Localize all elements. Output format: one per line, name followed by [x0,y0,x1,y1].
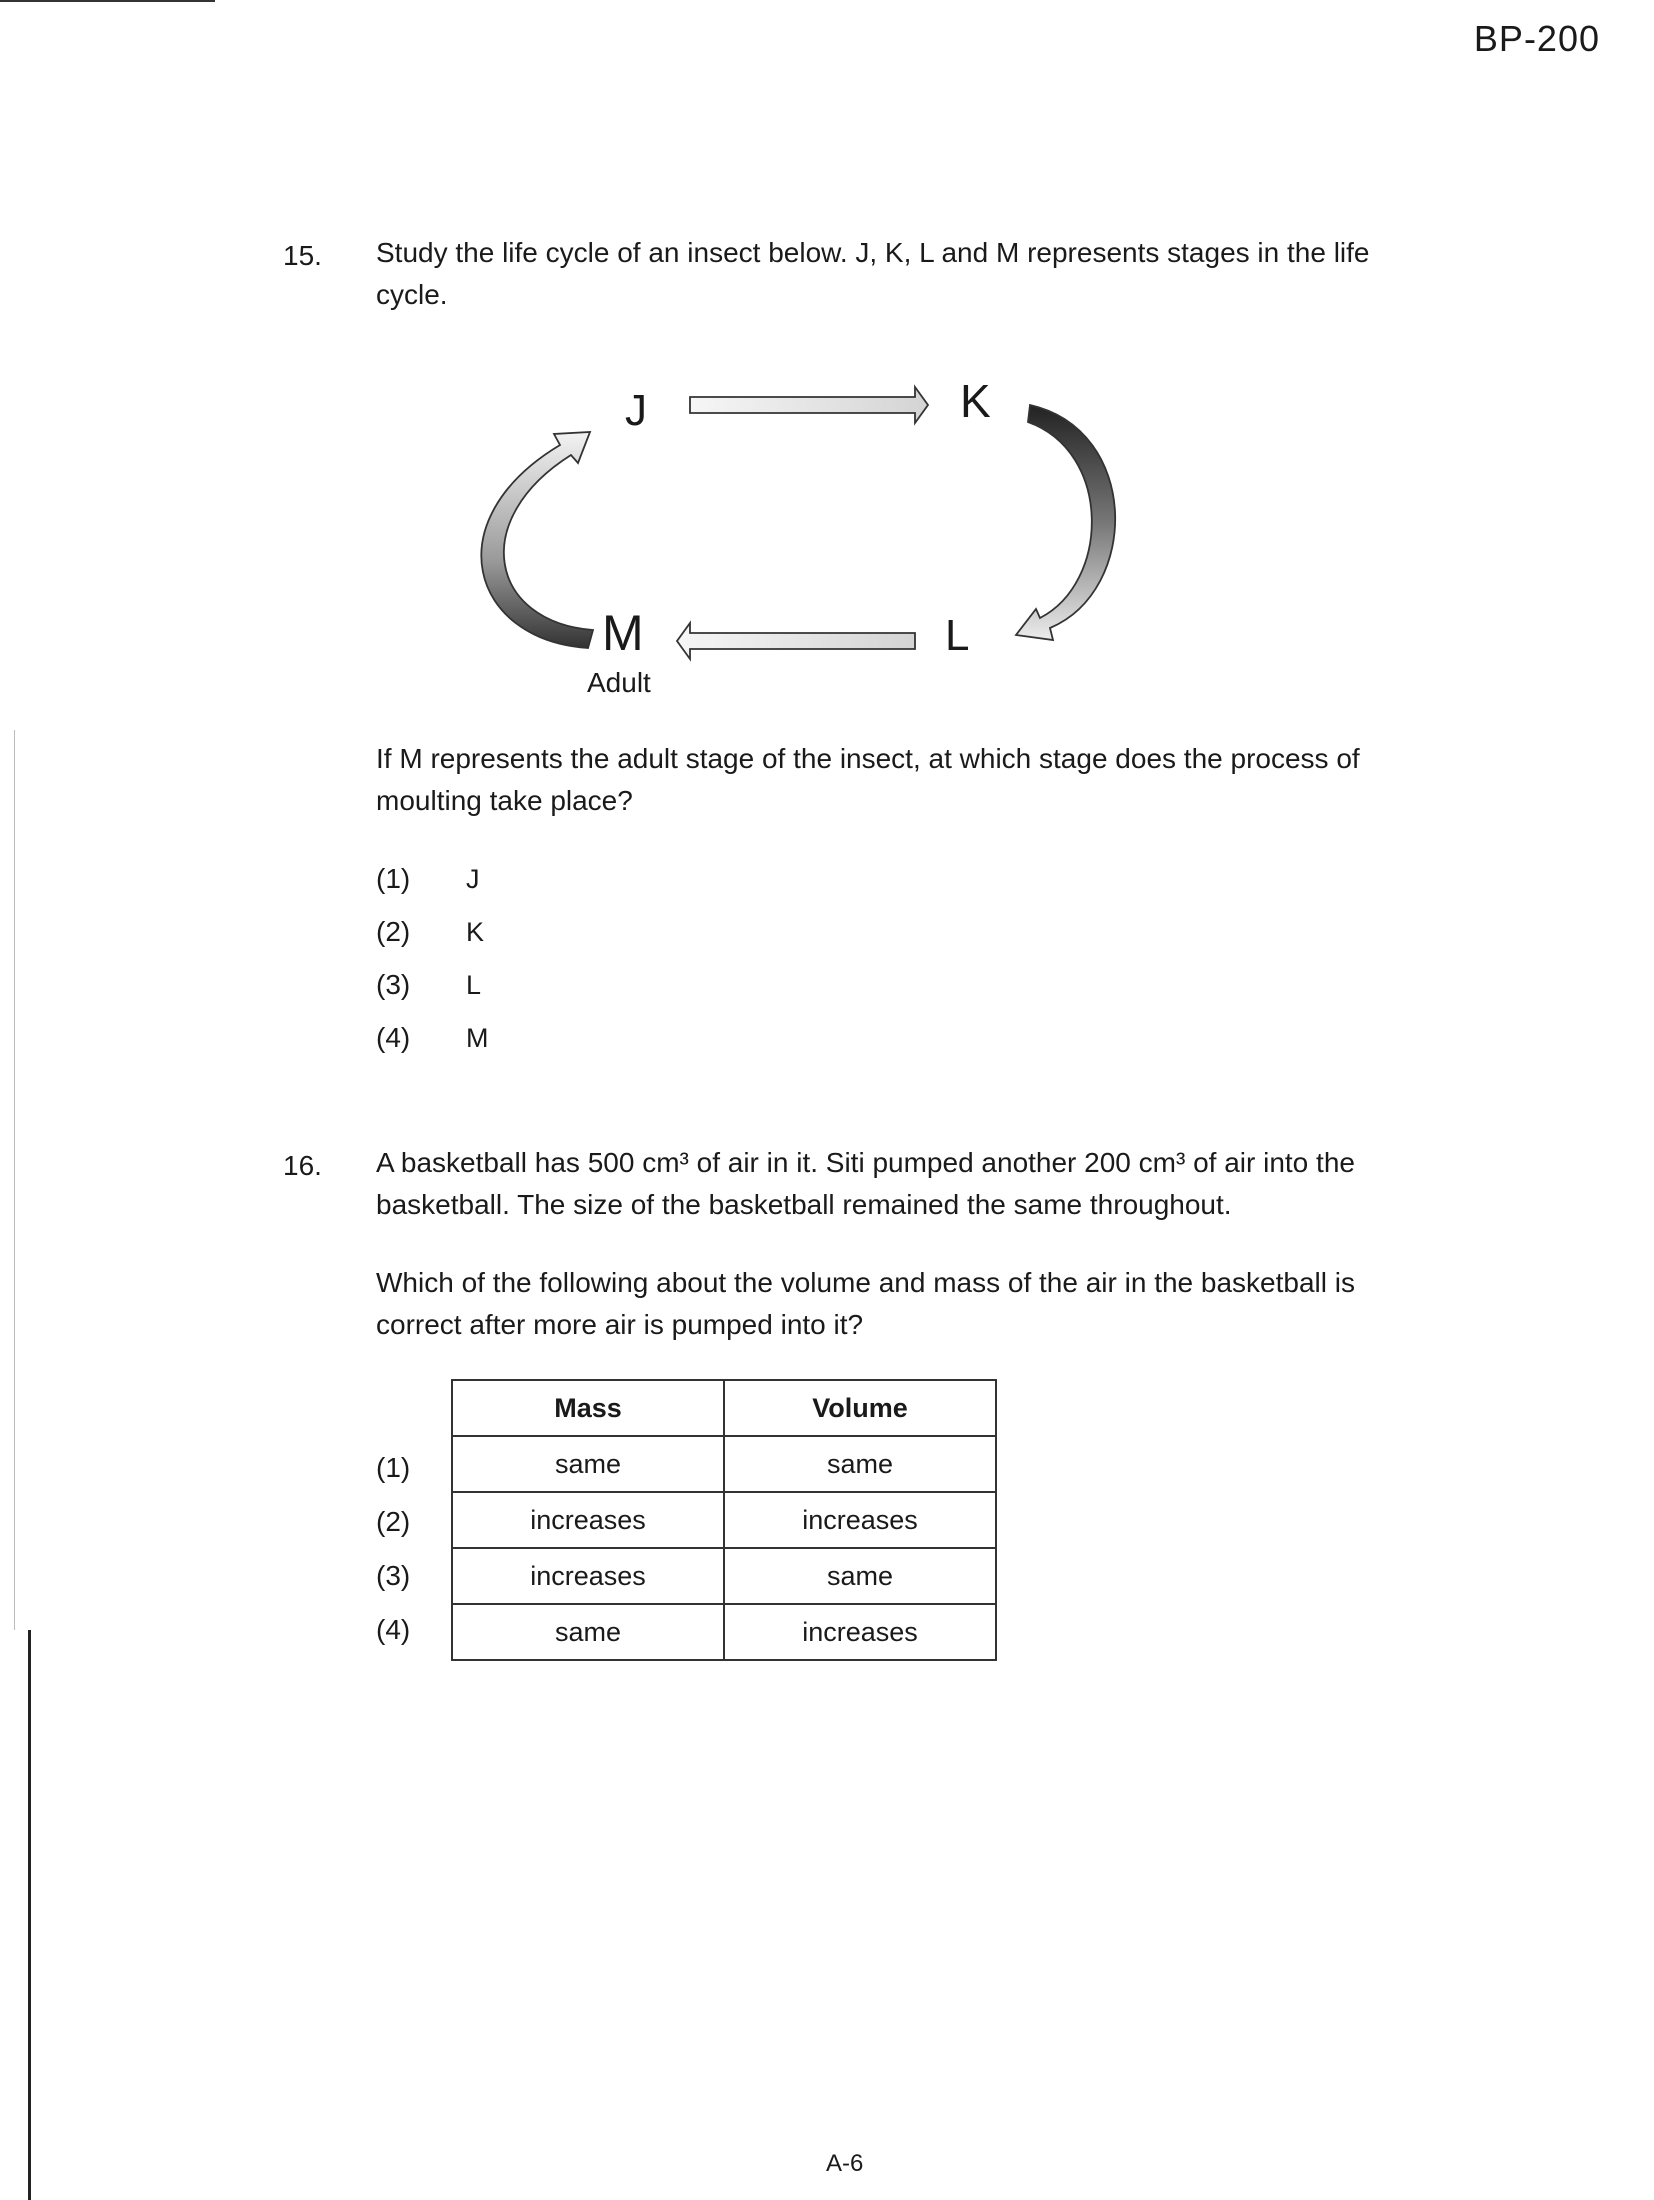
table-row [452,1492,996,1548]
stage-m-label: M [602,605,644,661]
paper-code: BP-200 [1473,18,1600,59]
q15-option-1-value: J [466,864,480,894]
q15-option-2-number: (2) [376,916,411,947]
q15-option-1-number: (1) [376,863,411,894]
left-edge-faint-line [14,730,15,1630]
q16-option-1-number: (1) [376,1452,411,1483]
q16-intro: A basketball has 500 cm³ of air in it. Siti pumped another 200 cm³ of air into the basketball. The size of the basketball remained the same throughout. [376,1147,1355,1220]
table-cell-volume: same [724,1548,996,1604]
q15-option-3-value: L [466,970,482,1000]
q16-option-3-number: (3) [376,1560,411,1591]
arrow-m-to-j [481,432,593,648]
table-cell-mass: increases [452,1492,724,1548]
table-row [452,1604,996,1660]
left-edge-line [28,1630,31,2200]
arrow-l-to-m [677,623,915,659]
stage-l-label: L [945,611,970,660]
q15-option-4-value: M [466,1023,489,1053]
arrow-k-to-l [1016,405,1115,640]
table-cell-volume: increases [724,1492,996,1548]
q15-option-2-value: K [466,917,485,947]
life-cycle-diagram [450,360,1150,710]
q15-intro: Study the life cycle of an insect below. J, K, L and M represents stages in the life cycle. [376,237,1370,310]
table-cell-volume: same [724,1436,996,1492]
q16-question: Which of the following about the volume and mass of the air in the basketball is correct after more air is pumped into it? [376,1267,1355,1340]
table-header-mass: Mass [452,1380,724,1436]
stage-k-label: K [960,375,991,427]
table-cell-mass: same [452,1604,724,1660]
table-header-volume: Volume [724,1380,996,1436]
arrow-j-to-k [690,387,928,423]
table-row [452,1436,996,1492]
table-header-row [452,1380,996,1436]
top-edge-line [0,0,215,2]
q15-question: If M represents the adult stage of the insect, at which stage does the process of moulting take place? [376,743,1360,816]
q16-number: 16. [283,1150,322,1181]
table-cell-mass: increases [452,1548,724,1604]
table-row [452,1548,996,1604]
q15-option-4-number: (4) [376,1022,411,1053]
q16-answer-table [451,1379,997,1661]
page-number: A-6 [826,2150,864,2177]
table-cell-volume: increases [724,1604,996,1660]
stage-j-label: J [625,386,647,435]
adult-label: Adult [587,667,651,698]
table-cell-mass: same [452,1436,724,1492]
q16-option-2-number: (2) [376,1506,411,1537]
q16-option-4-number: (4) [376,1614,411,1645]
q15-option-3-number: (3) [376,969,411,1000]
q15-number: 15. [283,240,322,271]
